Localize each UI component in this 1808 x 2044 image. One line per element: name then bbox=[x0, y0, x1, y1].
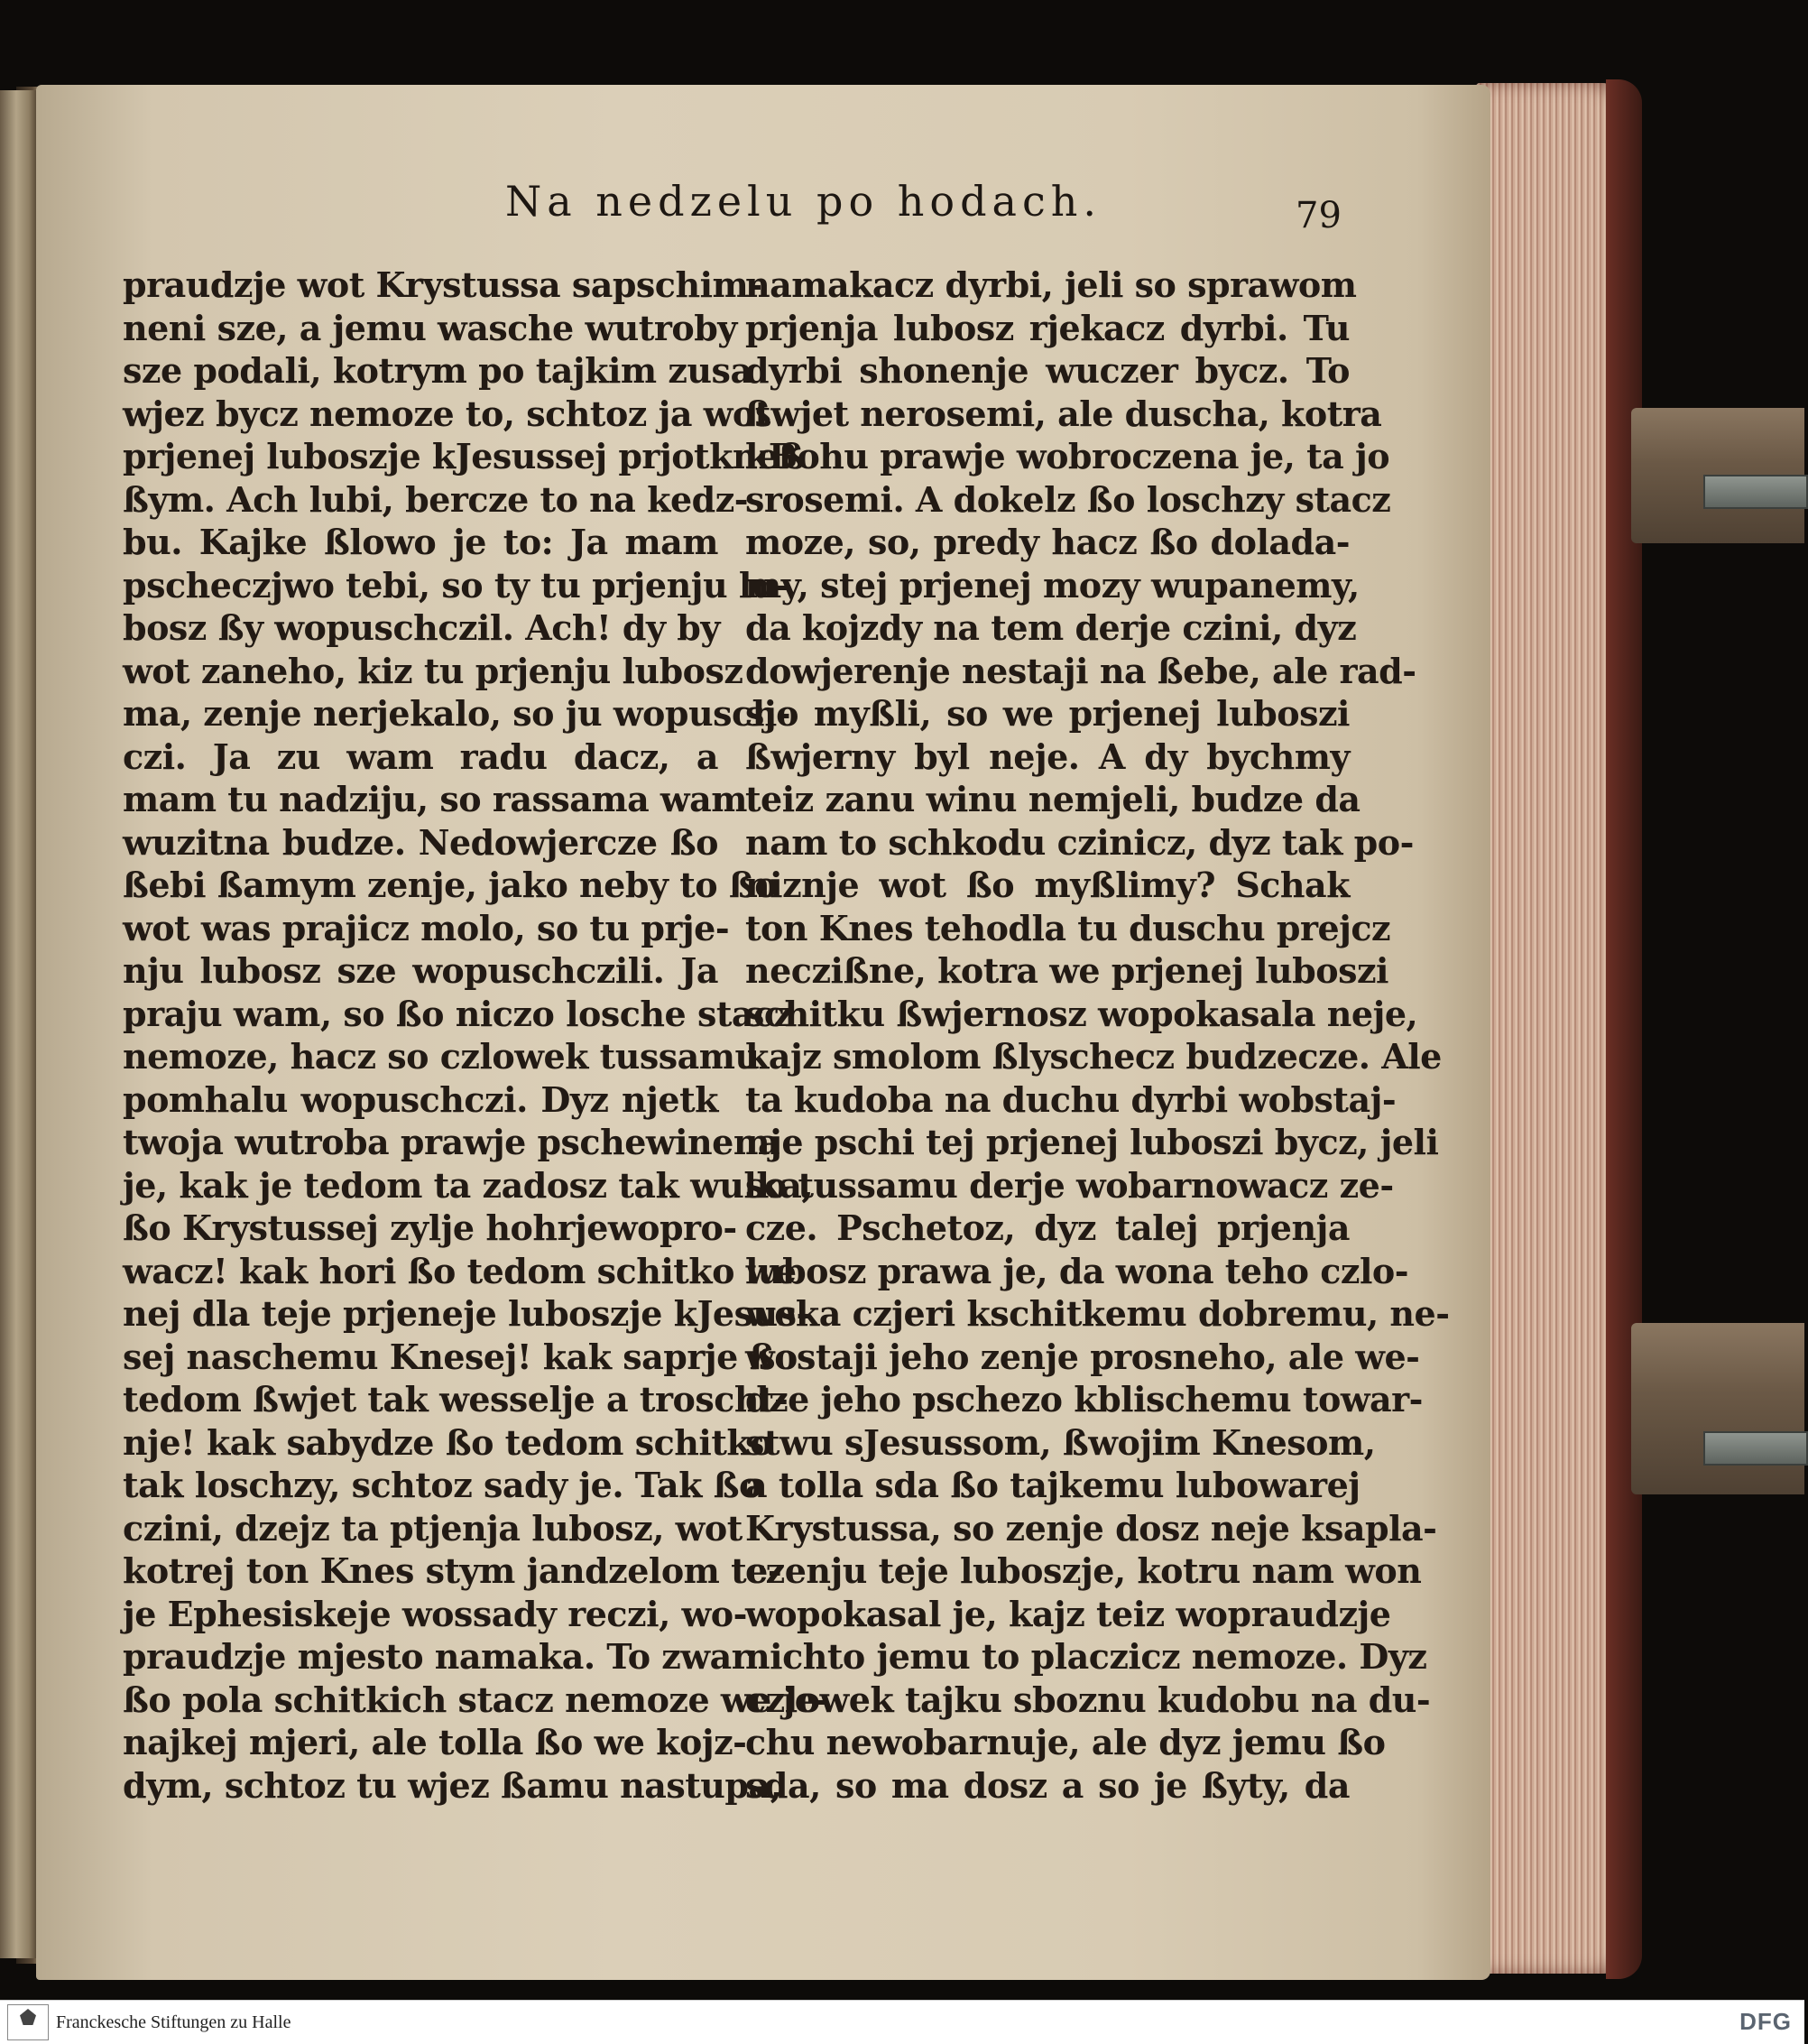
text-line: sej naschemu Knesej! kak saprje ßo bbox=[123, 1336, 798, 1377]
text-line: cze. Pschetoz, dyz talej prjenja bbox=[745, 1207, 1350, 1248]
text-line: chu newobarnuje, ale dyz jemu ßo bbox=[745, 1722, 1386, 1762]
text-line: nichto jemu to placzicz nemoze. Dyz bbox=[745, 1636, 1427, 1677]
text-line: ton Knes tehodla tu duschu prejcz bbox=[745, 907, 1391, 948]
text-line: wot zaneho, kiz tu prjenju lubosz bbox=[123, 650, 743, 691]
text-line: pomhalu wopuschczi. Dyz njetk bbox=[123, 1078, 718, 1120]
text-column-right bbox=[745, 264, 1450, 1807]
text-line: ßo pola schitkich stacz nemoze we je- bbox=[123, 1679, 830, 1720]
text-line: namakacz dyrbi, jeli so sprawom bbox=[745, 264, 1357, 305]
text-line: czini, dzejz ta ptjenja lubosz, wot bbox=[123, 1507, 743, 1549]
text-line: teiz zanu winu nemjeli, budze da bbox=[745, 779, 1361, 819]
text-line: najkej mjeri, ale tolla ßo we kojz- bbox=[123, 1722, 747, 1762]
text-line: je Ephesiskeje wossady reczi, wo- bbox=[123, 1593, 747, 1634]
institution-name: Franckesche Stiftungen zu Halle bbox=[56, 2012, 291, 2032]
text-line: sze podali, kotrym po tajkim zusa bbox=[123, 350, 752, 391]
text-line: my, stej prjenej mozy wupanemy, bbox=[745, 564, 1360, 606]
text-line: dym, schtoz tu wjez ßamu nastupa, bbox=[123, 1764, 782, 1806]
text-line: da kojzdy na tem derje czini, dyz bbox=[745, 607, 1357, 648]
text-line: mam tu nadziju, so rassama wam bbox=[123, 779, 747, 819]
text-line: weka czjeri kschitkemu dobremu, ne- bbox=[745, 1293, 1450, 1334]
text-line: czi. Ja zu wam radu dacz, a bbox=[123, 735, 718, 777]
text-line: kotrej ton Knes stym jandzelom te- bbox=[123, 1550, 782, 1591]
text-line: stwu sJesussom, ßwojim Knesom, bbox=[745, 1421, 1376, 1463]
text-line: praudzje mjesto namaka. To zwar bbox=[123, 1636, 750, 1677]
text-line: moze, so, predy hacz ßo dolada- bbox=[745, 522, 1350, 562]
text-line: so tussamu derje wobarnowacz ze- bbox=[745, 1164, 1394, 1206]
text-line: neczißne, kotra we prjenej luboszi bbox=[745, 950, 1388, 991]
text-line: wopokasal je, kajz teiz wopraudzje bbox=[745, 1593, 1391, 1634]
running-head: Na nedzelu po hodach. bbox=[505, 177, 1102, 226]
text-line: bosz ßy wopuschczil. Ach! dy by bbox=[123, 607, 720, 648]
text-line: je, kak je tedom ta zadosz tak wulka, bbox=[123, 1164, 814, 1206]
clasp-metal-plate bbox=[1703, 1431, 1808, 1466]
text-line: twoja wutroba prawje pschewinena bbox=[123, 1122, 780, 1162]
text-line: tak loschzy, schtoz sady je. Tak ßo bbox=[123, 1465, 761, 1505]
book-cover-edge bbox=[1606, 79, 1642, 1979]
text-line: ßo Krystussej zylje hohrjewopro- bbox=[123, 1207, 737, 1248]
text-line: praju wam, so ßo niczo losche stacz bbox=[123, 993, 793, 1034]
text-line: nje! kak sabydze ßo tedom schitko bbox=[123, 1421, 773, 1463]
text-line: nej dla teje prjeneje luboszje kJesus- bbox=[123, 1293, 810, 1334]
text-line: nam to schkodu czinicz, dyz tak po- bbox=[745, 821, 1414, 863]
text-line: ta kudoba na duchu dyrbi wobstaj- bbox=[745, 1078, 1397, 1120]
text-line: srosemi. A dokelz ßo loschzy stacz bbox=[745, 478, 1391, 520]
text-line: dyrbi shonenje wuczer bycz. To bbox=[745, 350, 1350, 391]
text-line: czlowek tajku sboznu kudobu na du- bbox=[745, 1679, 1431, 1720]
book-clasp-top bbox=[1631, 408, 1804, 543]
left-page-edge bbox=[0, 90, 36, 1958]
text-line: wuzitna budze. Nedowjercze ßo bbox=[123, 821, 718, 863]
text-line: nju lubosz sze wopuschczili. Ja bbox=[123, 950, 718, 991]
text-line: tedom ßwjet tak wesselje a troscht- bbox=[123, 1379, 789, 1420]
text-line: dze jeho pschezo kblischemu towar- bbox=[745, 1379, 1423, 1420]
institution-logo bbox=[7, 2004, 49, 2040]
text-line: pscheczjwo tebi, so ty tu prjenju lu- bbox=[123, 564, 790, 606]
page-number: 79 bbox=[1296, 195, 1342, 236]
text-line: prjenja lubosz rjekacz dyrbi. Tu bbox=[745, 307, 1350, 348]
text-line: nje pschi tej prjenej luboszi bycz, jeli bbox=[745, 1122, 1439, 1162]
book-clasp-bottom bbox=[1631, 1323, 1804, 1494]
text-line: ßebi ßamym zenje, jako neby to ßo bbox=[123, 865, 778, 905]
text-line: sda, so ma dosz a so je ßyty, da bbox=[745, 1764, 1350, 1806]
text-line: wot was prajicz molo, so tu prje- bbox=[123, 907, 730, 948]
text-line: schitku ßwjernosz wopokasala neje, bbox=[745, 993, 1418, 1034]
dfg-logo: DFG bbox=[1739, 2008, 1792, 2035]
text-line: neni sze, a jemu wasche wutroby bbox=[123, 307, 737, 348]
text-line: wacz! kak hori ßo tedom schitko we bbox=[123, 1250, 797, 1291]
text-line: sjo myßli, so we prjenej luboszi bbox=[745, 693, 1350, 734]
footer-bar bbox=[0, 2000, 1804, 2044]
text-line: kajz smolom ßlyschecz budzecze. Ale bbox=[745, 1036, 1442, 1077]
text-line: ma, zenje nerjekalo, so ju wopusch- bbox=[123, 693, 791, 734]
text-line: wjez bycz nemoze to, schtoz ja wot bbox=[123, 393, 770, 434]
text-line: Krystussa, so zenje dosz neje ksapla- bbox=[745, 1507, 1437, 1549]
text-line: ßwjet nerosemi, ale duscha, kotra bbox=[745, 393, 1382, 434]
text-line: ßym. Ach lubi, bercze to na kedz- bbox=[123, 478, 749, 520]
text-line: wostaji jeho zenje prosneho, ale we- bbox=[745, 1336, 1420, 1377]
text-line: ßwjerny byl neje. A dy bychmy bbox=[745, 735, 1350, 777]
text-line: niznje wot ßo myßlimy? Schak bbox=[745, 865, 1350, 905]
text-line: prjenej luboszje kJesussej prjotkneß bbox=[123, 436, 805, 476]
text-line: dowjerenje nestaji na ßebe, ale rad- bbox=[745, 650, 1416, 691]
text-line: a tolla sda ßo tajkemu lubowarej bbox=[745, 1465, 1361, 1505]
text-line: praudzje wot Krystussa sapschim- bbox=[123, 264, 762, 305]
text-line: nemoze, hacz so czlowek tussamu bbox=[123, 1036, 760, 1077]
text-line: czenju teje luboszje, kotru nam won bbox=[745, 1550, 1422, 1591]
text-line: bu. Kajke ßlowo je to: Ja mam bbox=[123, 522, 718, 562]
text-line: kBohu prawje wobroczena je, ta jo bbox=[745, 436, 1390, 476]
clasp-metal-plate bbox=[1703, 475, 1808, 509]
text-column-left bbox=[123, 264, 830, 1807]
text-line: lubosz prawa je, da wona teho czlo- bbox=[745, 1250, 1409, 1291]
